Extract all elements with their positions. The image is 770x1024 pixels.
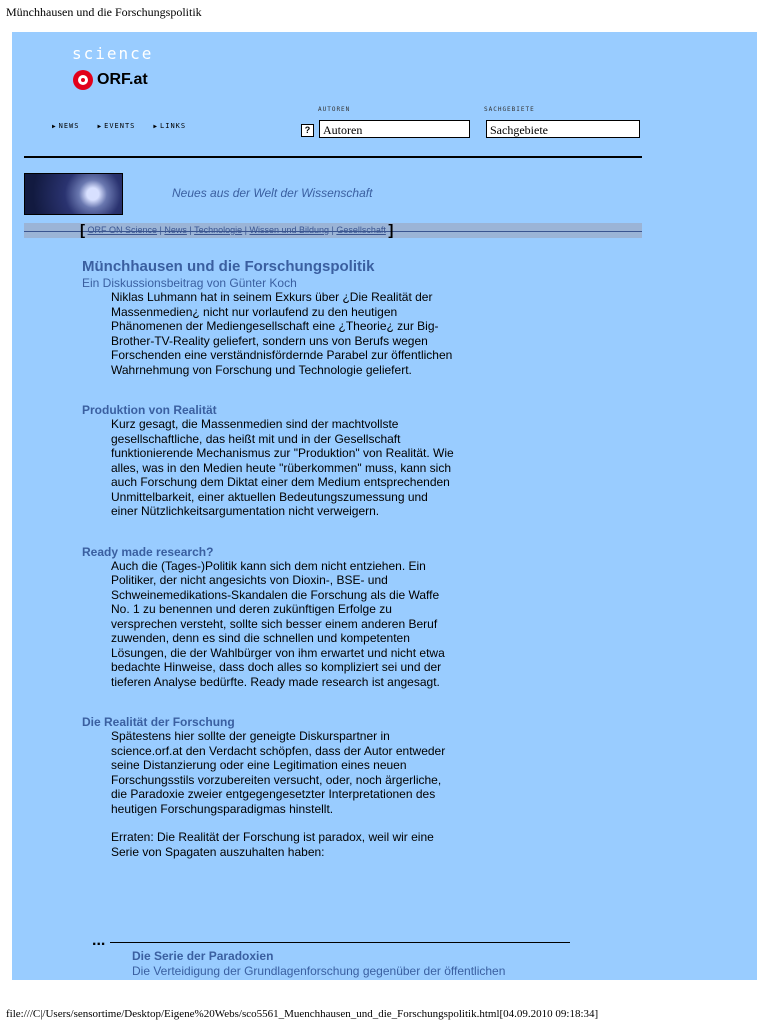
breadcrumb-technologie[interactable]: Technologie [194, 225, 243, 235]
divider [24, 156, 642, 158]
main-nav [52, 122, 186, 130]
divider [110, 942, 570, 943]
bracket-open: [ [80, 222, 85, 239]
breadcrumb-orf-on-science[interactable]: ORF ON Science [87, 225, 158, 235]
orf-logo-text: ORF.at [97, 71, 148, 88]
arrow-right-icon: ▶ [153, 122, 159, 130]
article [82, 258, 482, 859]
orf-brand[interactable] [73, 70, 148, 90]
section-text: Spätestens hier sollte der geneigte Diskurspartner in science.orf.at den Verdacht schöpfen, dass der Autor entweder seine Distanzierung oder eine Legitimation eines neuen Forschungsstils vorzubereiten versucht, oder, noch ärgerliche, die Paradoxie zweier entgegengesetzter Interpretationen des heutigen Forschungsparadigmas hinstellt. [111, 729, 446, 816]
section-heading: Produktion von Realität [82, 403, 217, 417]
help-icon[interactable]: ? [301, 124, 314, 137]
section-heading: Die Realität der Forschung [82, 715, 235, 729]
topics-label: SACHGEBIETE [484, 106, 535, 113]
breadcrumb-gesellschaft[interactable]: Gesellschaft [336, 225, 386, 235]
print-header: Münchhausen und die Forschungspolitik [6, 5, 202, 19]
section-text: Kurz gesagt, die Massenmedien sind der machtvollste gesellschaftliche, das heißt mit und in der Gesellschaft funktionierende Mechanismus zur "Produktion" von Realität. Wie alles, was in den Medien heute "rüberkommen" muss, kann sich auch Forschung dem Diktat einer dem Medium entsprechenden Unmittelbarkeit, einer aktuellen Bedeutungszumessung und einer Nützlichkeitsargumentation nicht verweigern. [111, 417, 454, 518]
arrow-right-icon: ▶ [52, 122, 57, 130]
nav-events[interactable] [97, 122, 135, 130]
nav-events-label: EVENTS [104, 122, 136, 130]
science-logo[interactable]: science [72, 44, 154, 63]
breadcrumb-news[interactable]: News [164, 225, 187, 235]
article-title: Münchhausen und die Forschungspolitik [82, 258, 375, 275]
nav-links[interactable] [153, 122, 186, 130]
science-thumbnail-image [24, 173, 123, 215]
authors-label: AUTOREN [318, 106, 351, 113]
authors-select[interactable]: Autoren [319, 120, 470, 138]
nav-news-label: NEWS [58, 122, 80, 130]
box-subtitle: Die Verteidigung der Grundlagenforschung gegenüber der öffentlichen [132, 964, 506, 978]
nav-links-label: LINKS [160, 122, 187, 130]
article-intro: Niklas Luhmann hat in seinem Exkurs über ¿Die Realität der Massenmedien¿ nicht nur vorlaufend zu den heutigen Phänomenen der Mediengesellschaft eine ¿Theorie¿ zur Big-Brother-TV-Reality geliefert, sondern uns von Berufs wegen Forschenden eine verständnisfördernde Parabel zur öffentlichen Wahrnehmung von Forschung und Technologie geliefert. [111, 290, 453, 377]
nav-news[interactable] [52, 122, 79, 130]
ellipsis: ... [92, 932, 106, 949]
breadcrumb: [ ORF ON Science | News | Technologie | Wissen und Bildung | Gesellschaft ] [80, 222, 394, 239]
box-title: Die Serie der Paradoxien [132, 949, 274, 963]
tagline: Neues aus der Welt der Wissenschaft [172, 186, 373, 200]
page-container [12, 32, 757, 980]
bracket-close: ] [388, 222, 394, 239]
orf-logo-icon [73, 70, 93, 90]
print-footer: file:///C|/Users/sensortime/Desktop/Eigene%20Webs/sco5561_Muenchhausen_und_die_Forschungspolitik.html[04.09.2010 09:18:34] [6, 1008, 599, 1020]
topics-select[interactable]: Sachgebiete [486, 120, 640, 138]
breadcrumb-wissen-und-bildung[interactable]: Wissen und Bildung [249, 225, 330, 235]
section-text: Erraten: Die Realität der Forschung ist paradox, weil wir eine Serie von Spagaten auszuhalten haben: [111, 830, 434, 859]
section-heading: Ready made research? [82, 544, 214, 559]
section-text: Auch die (Tages-)Politik kann sich dem nicht entziehen. Ein Politiker, der nicht angesichts von Dioxin-, BSE- und Schweinemedikations-Skandalen die Forschung als die Waffe No. 1 zu benennen und deren zukünftigen Erfolge zu versprechen versteht, sollte sich besser einem anderen Beruf zuwenden, denn es sind die schnellen und kompetenten Lösungen, die der Wahlbürger von ihm erwartet und nicht etwa bedachte Hinweise, dass doch alles so kompliziert sei und der tieferen Analyse bedürfte. Ready made research ist angesagt. [111, 558, 445, 689]
article-byline: Ein Diskussionsbeitrag von Günter Koch [82, 276, 297, 290]
arrow-right-icon: ▶ [97, 122, 103, 130]
